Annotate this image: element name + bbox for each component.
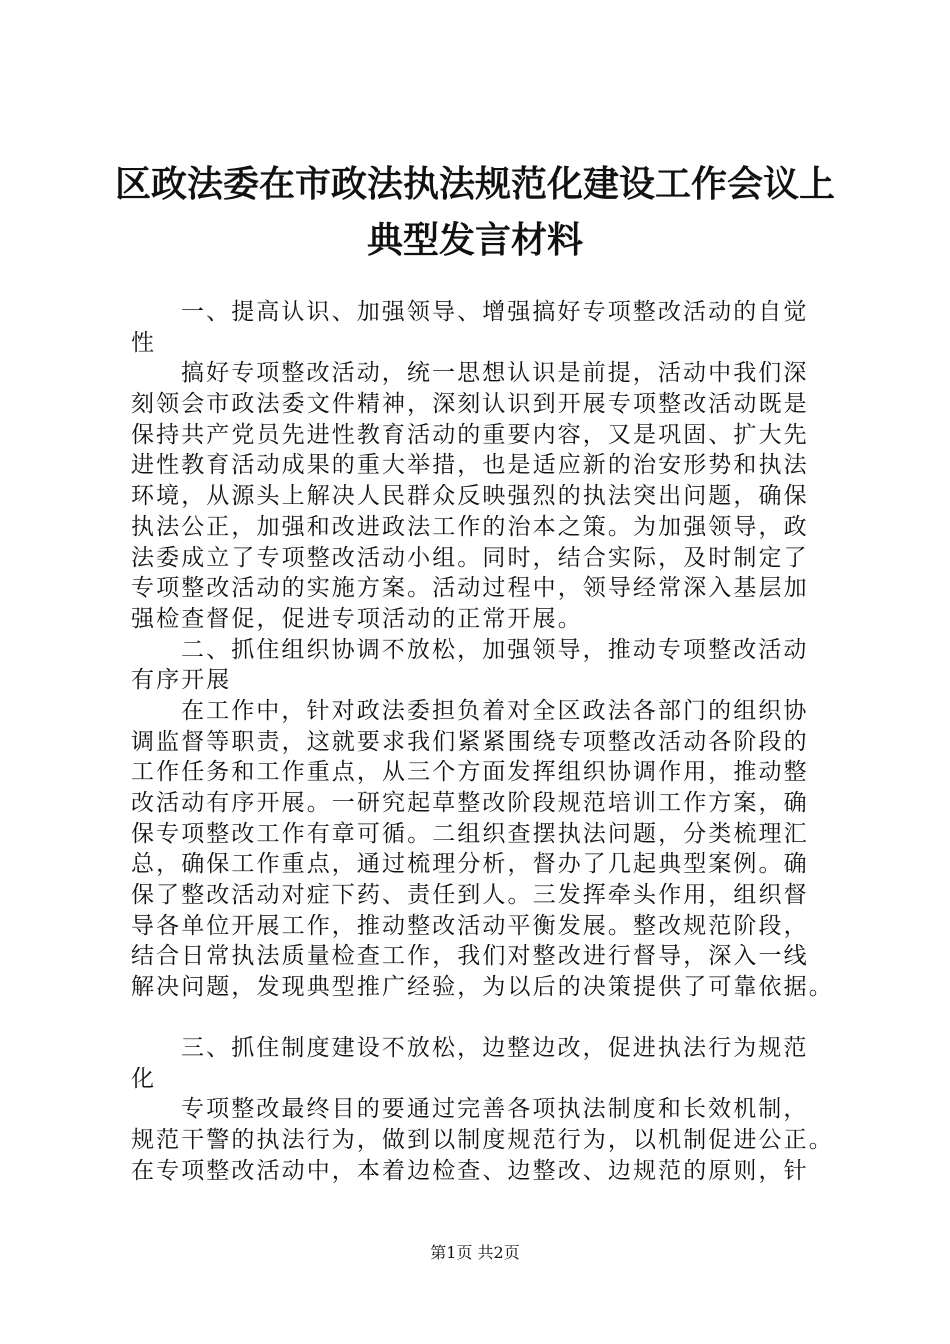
paragraph-line: 改活动有序开展。一研究起草整改阶段规范培训工作方案，确 [131, 790, 809, 816]
section-heading-2: 二、抓住组织协调不放松，加强领导，推动专项整改活动 [181, 636, 809, 663]
paragraph-line: 规范干警的执法行为，做到以制度规范行为，以机制促进公正。 [131, 1126, 834, 1153]
paragraph-line: 工作任务和工作重点，从三个方面发挥组织协调作用，推动整 [131, 759, 809, 786]
document-title-line-1: 区政法委在市政法执法规范化建设工作会议上 [114, 163, 835, 205]
paragraph-line: 法委成立了专项整改活动小组。同时，结合实际，及时制定了 [131, 544, 809, 571]
paragraph-line: 导各单位开展工作，推动整改活动平衡发展。整改规范阶段， [131, 912, 809, 939]
paragraph-line: 在专项整改活动中，本着边检查、边整改、边规范的原则，针 [131, 1157, 809, 1184]
paragraph-line: 执法公正，加强和改进政法工作的治本之策。为加强领导，政 [131, 513, 809, 540]
section-heading-2-cont: 有序开展 [131, 667, 232, 694]
paragraph-line: 在工作中，针对政法委担负着对全区政法各部门的组织协 [181, 697, 809, 724]
paragraph-line: 解决问题，发现典型推广经验，为以后的决策提供了可靠依据。 [131, 974, 834, 1001]
section-heading-1-cont: 性 [131, 329, 157, 356]
paragraph-line: 刻领会市政法委文件精神，深刻认识到开展专项整改活动既是 [131, 391, 809, 418]
paragraph-line: 专项整改最终目的要通过完善各项执法制度和长效机制， [181, 1096, 809, 1123]
paragraph-line: 搞好专项整改活动，统一思想认识是前提，活动中我们深 [181, 360, 809, 387]
paragraph-line: 保了整改活动对症下药、责任到人。三发挥牵头作用，组织督 [131, 882, 809, 909]
document-title-line-2: 典型发言材料 [366, 219, 583, 261]
paragraph-line: 结合日常执法质量检查工作，我们对整改进行督导，深入一线 [131, 943, 809, 970]
section-heading-1: 一、提高认识、加强领导、增强搞好专项整改活动的自觉 [181, 299, 809, 325]
paragraph-line: 总，确保工作重点，通过梳理分析，督办了几起典型案例。确 [131, 851, 809, 878]
paragraph-line: 环境，从源头上解决人民群众反映强烈的执法突出问题，确保 [131, 483, 809, 510]
paragraph-gap [131, 1003, 836, 1033]
section-heading-3-cont: 化 [131, 1065, 157, 1092]
paragraph-line: 调监督等职责，这就要求我们紧紧围绕专项整改活动各阶段的 [131, 728, 809, 755]
paragraph-line: 保持共产党员先进性教育活动的重要内容，又是巩固、扩大先 [131, 421, 809, 448]
page-footer: 第1页 共2页 [430, 1243, 520, 1262]
section-heading-3: 三、抓住制度建设不放松，边整边改，促进执法行为规范 [181, 1034, 809, 1061]
document-body [131, 297, 836, 1186]
paragraph-line: 保专项整改工作有章可循。二组织查摆执法问题，分类梳理汇 [131, 820, 809, 847]
paragraph-line: 专项整改活动的实施方案。活动过程中，领导经常深入基层加 [131, 575, 809, 602]
paragraph-line: 进性教育活动成果的重大举措，也是适应新的治安形势和执法 [131, 452, 809, 479]
paragraph-line: 强检查督促，促进专项活动的正常开展。 [131, 605, 583, 632]
